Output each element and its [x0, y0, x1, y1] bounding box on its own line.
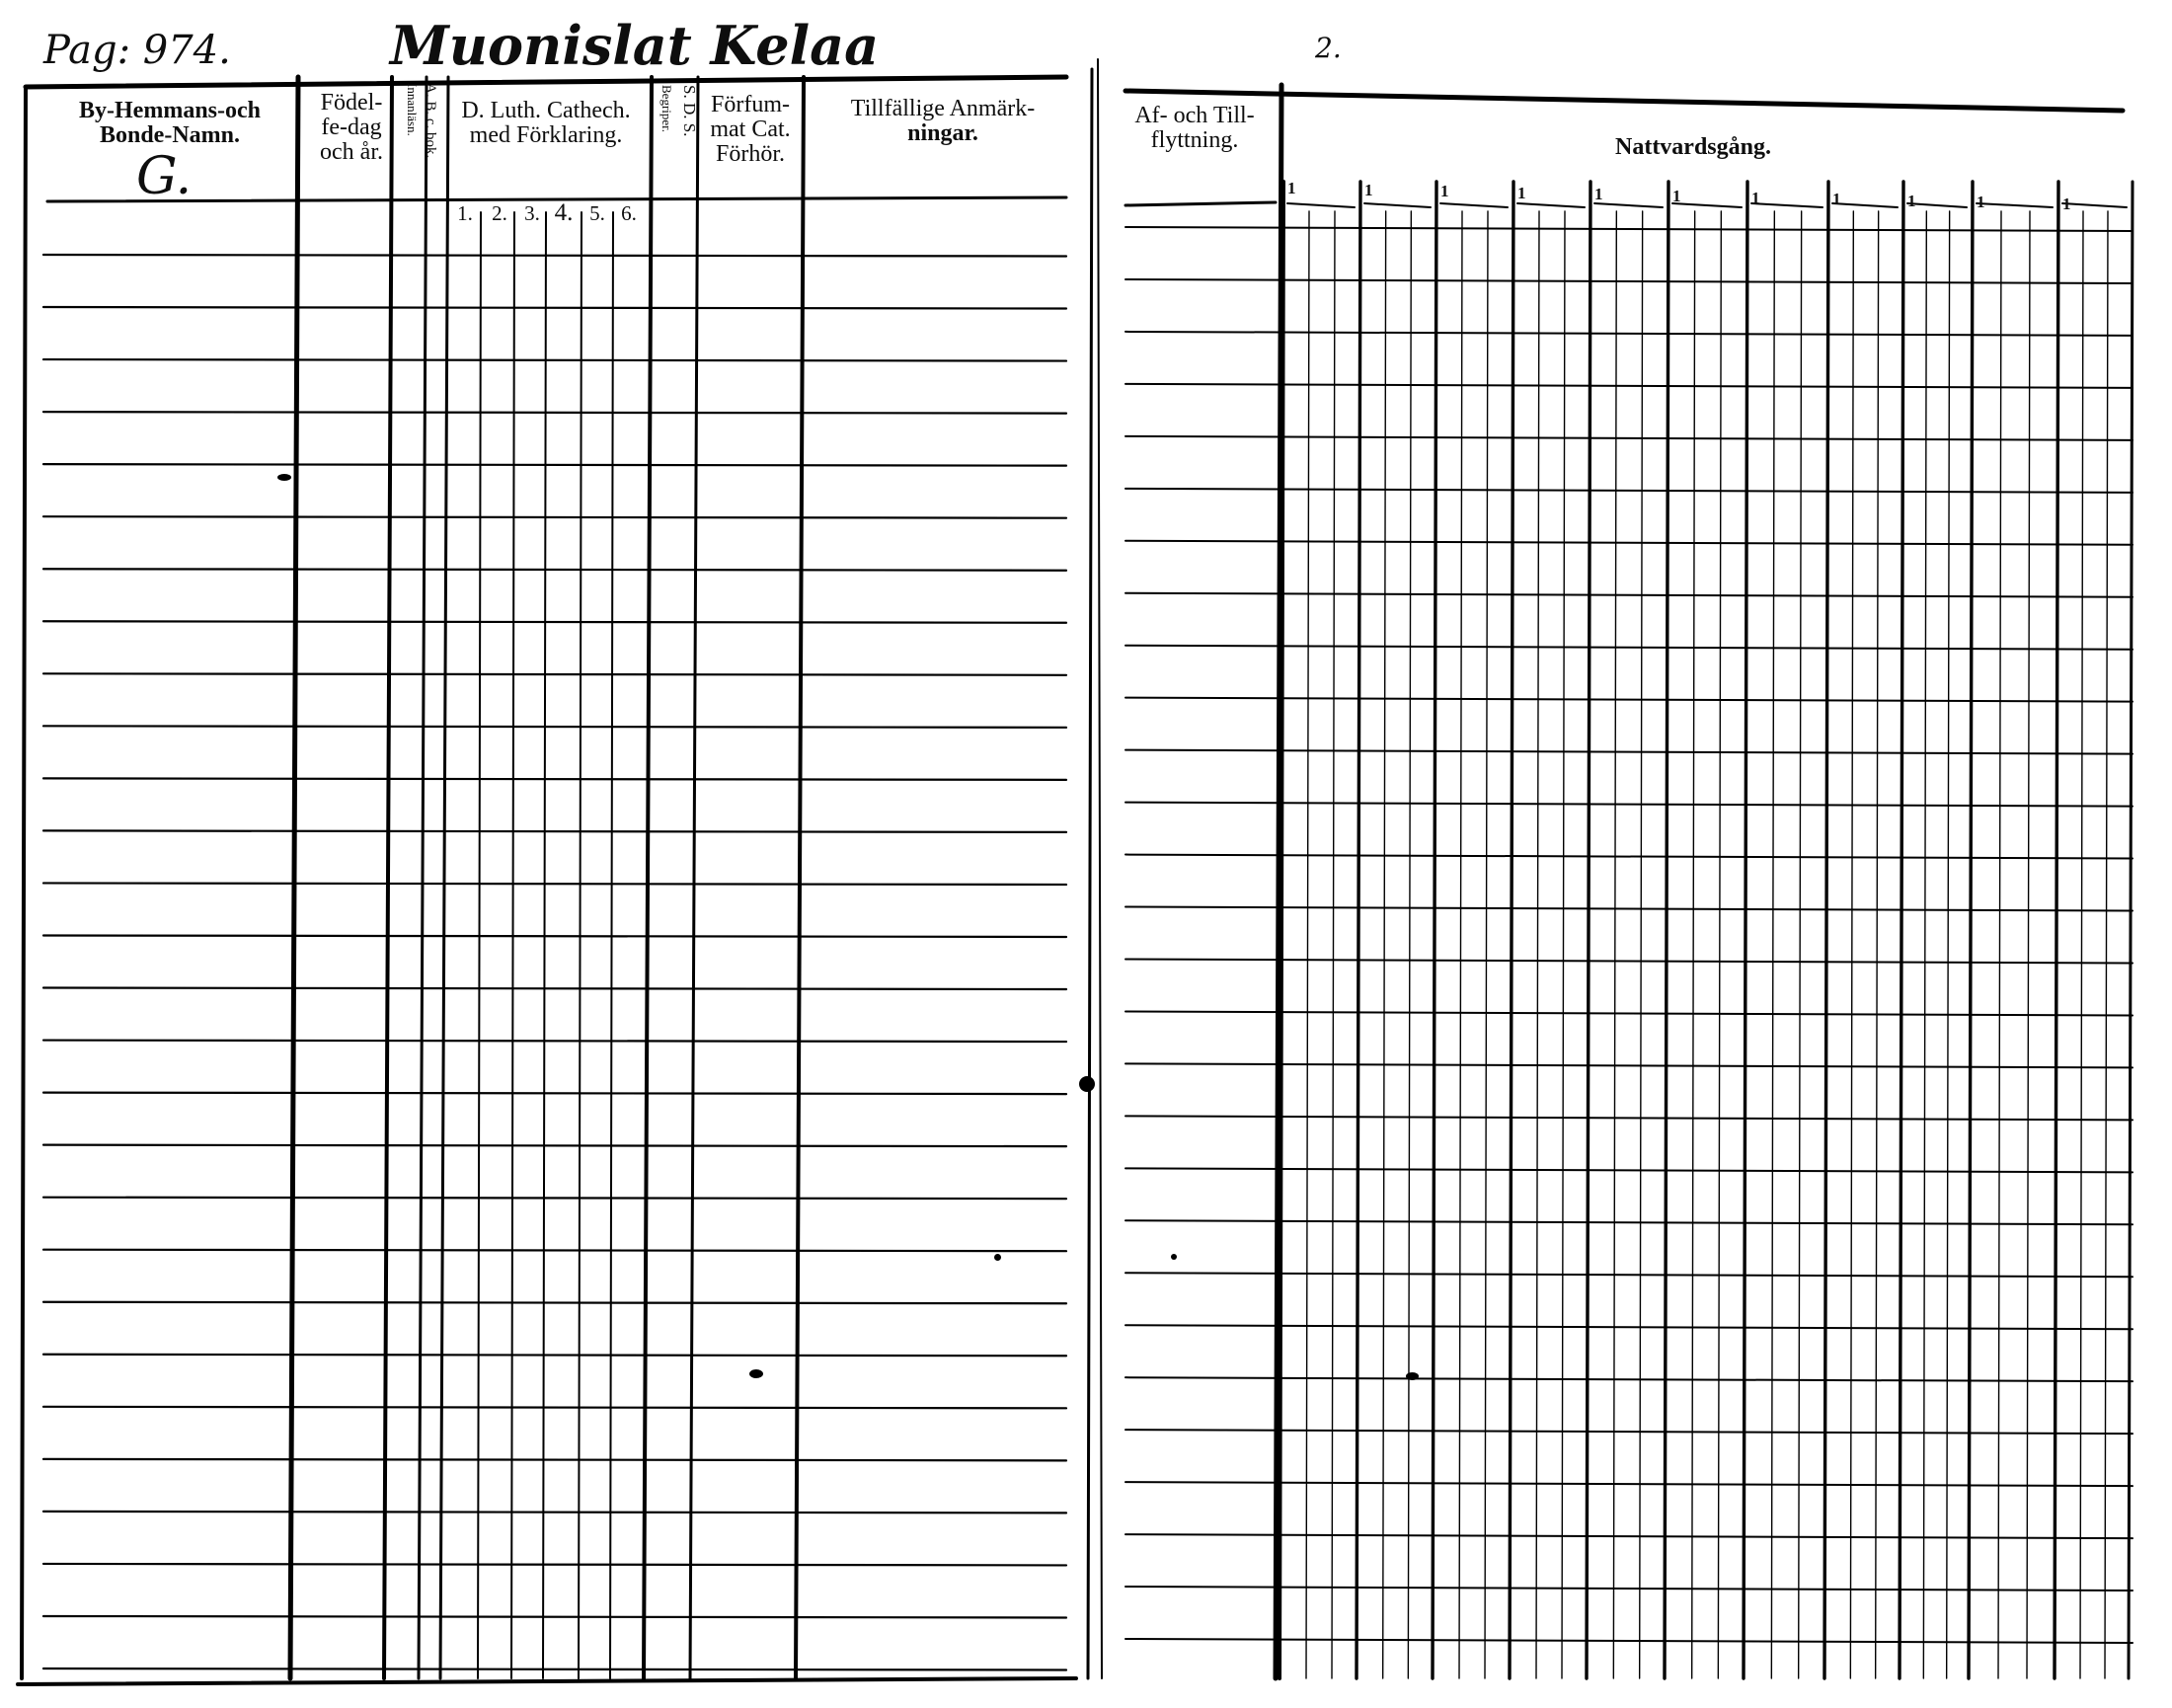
left-column-rule: [440, 77, 448, 1678]
communion-group-mark: 1: [1594, 185, 1603, 204]
communion-group-mark: 1: [1364, 180, 1373, 199]
ink-blot: [1171, 1254, 1177, 1260]
left-row-rule: [43, 830, 1066, 832]
left-row-rule: [43, 412, 1066, 414]
village-name-heading: Muonislat Kelaa: [390, 14, 880, 77]
header-catechism-line1: D. Luth. Cathech.: [461, 98, 631, 123]
header-missed-line1: Förfum-: [710, 92, 790, 117]
communion-subcolumn-rule: [1998, 211, 2001, 1678]
right-row-rule: [1125, 332, 2133, 336]
header-communion-title: Nattvardsgång.: [1614, 134, 1772, 160]
left-row-rule: [43, 569, 1066, 571]
left-row-rule: [43, 359, 1066, 361]
right-row-rule: [1125, 436, 2133, 440]
left-row-rule: [43, 1198, 1066, 1200]
communion-group-mark: 1: [1907, 191, 1916, 210]
left-row-rule: [43, 1355, 1066, 1357]
left-row-rule: [43, 1669, 1066, 1670]
left-row-rule: [43, 516, 1066, 518]
header-name-line1: By-Hemmans-och: [79, 98, 261, 123]
catechism-sub-3: 3.: [524, 201, 540, 225]
communion-subcolumn-rule: [1536, 211, 1539, 1678]
communion-group-rule: [1824, 182, 1828, 1678]
communion-group-rule: [1900, 182, 1903, 1678]
left-row-rule: [43, 673, 1066, 675]
left-row-rule: [43, 1564, 1066, 1566]
right-row-rule: [1125, 541, 2133, 545]
left-row-rule: [43, 621, 1066, 623]
right-row-rule: [1125, 227, 2133, 231]
communion-subcolumn-rule: [1692, 211, 1695, 1678]
page-number-label: Pag: 974.: [43, 28, 231, 73]
header-name-line2: Bonde-Namn.: [99, 122, 241, 149]
header-missed-line3: Förhör.: [715, 141, 786, 168]
ink-blot: [277, 474, 291, 481]
left-row-rule: [43, 307, 1066, 309]
right-page-spine-edge: [1098, 59, 1102, 1678]
ink-blot: [994, 1254, 1001, 1261]
communion-subcolumn-rule: [1332, 211, 1335, 1678]
communion-group-underline: [1287, 203, 1355, 207]
header-birth-line2: fe-dag: [321, 115, 382, 141]
communion-subcolumn-rule: [2027, 211, 2030, 1678]
left-page-top-rule: [26, 77, 1066, 87]
communion-group-underline: [1832, 203, 1898, 207]
communion-group-rule: [1357, 182, 1360, 1678]
communion-subcolumn-rule: [1408, 211, 1411, 1678]
header-catechism-line2: med Förklaring.: [469, 122, 623, 149]
left-row-rule: [43, 1145, 1066, 1147]
catechism-sub-6: 6.: [621, 201, 637, 225]
communion-group-underline: [1672, 203, 1742, 207]
header-moving-column: [1134, 104, 1254, 153]
communion-subcolumn-rule: [1771, 211, 1774, 1678]
left-row-rule: [43, 726, 1066, 728]
communion-group-underline: [1364, 203, 1431, 207]
header-remarks-column: [851, 97, 1035, 146]
communion-group-rule: [1744, 182, 1747, 1678]
right-header-underline: [1125, 202, 1276, 205]
communion-group-mark: 1: [1977, 193, 1985, 212]
catechism-subcolumn-rule: [579, 212, 582, 1678]
catechism-sub-4: 4.: [554, 199, 574, 226]
left-column-rule: [796, 77, 804, 1678]
communion-group-mark: 1: [2062, 194, 2071, 213]
communion-subcolumn-rule: [1613, 211, 1616, 1678]
communion-subcolumn-rule: [1850, 211, 1853, 1678]
handwritten-initial: G.: [136, 147, 193, 206]
header-moving-line1: Af- och Till-: [1134, 103, 1255, 128]
header-abc-line1: A. B. c. bok.: [423, 83, 438, 159]
communion-subcolumn-rule: [1640, 211, 1643, 1678]
communion-group-underline: [1517, 203, 1585, 207]
communion-group-rule: [1510, 182, 1513, 1678]
communion-subcolumn-rule: [2080, 211, 2083, 1678]
header-name-column: [79, 99, 261, 148]
right-row-rule: [1125, 384, 2133, 388]
communion-group-mark: 1: [1440, 182, 1449, 201]
right-row-rule: [1125, 279, 2133, 283]
left-column-rule: [419, 77, 427, 1678]
catechism-sub-2: 2.: [492, 201, 507, 225]
left-row-rule: [43, 1407, 1066, 1409]
header-birth-column: [320, 91, 383, 166]
ink-blot: [1079, 1076, 1095, 1092]
catechism-subcolumn-rule: [478, 212, 481, 1678]
communion-group-mark: 1: [1287, 179, 1296, 197]
ink-blot: [1406, 1372, 1419, 1380]
left-row-rule: [43, 464, 1066, 466]
communion-group-mark: 1: [1832, 190, 1841, 209]
left-row-rule: [43, 935, 1066, 937]
communion-subcolumn-rule: [1562, 211, 1565, 1678]
communion-subcolumn-rule: [1383, 211, 1386, 1678]
left-page-spine-edge: [1088, 69, 1092, 1678]
right-row-rule: [1125, 698, 2133, 702]
header-remarks-line1: Tillfällige Anmärk-: [850, 96, 1036, 121]
header-moving-line2: flyttning.: [1150, 127, 1239, 154]
communion-subcolumn-rule: [2105, 211, 2108, 1678]
catechism-subcolumn-rule: [543, 212, 546, 1678]
communion-group-rule: [2055, 182, 2058, 1678]
communion-group-rule: [1433, 182, 1436, 1678]
left-row-rule: [43, 1302, 1066, 1304]
left-row-rule: [43, 1459, 1066, 1461]
header-birth-line3: och år.: [320, 139, 383, 166]
communion-group-rule: [1665, 182, 1668, 1678]
right-page-top-rule: [1125, 91, 2123, 111]
communion-subcolumn-rule: [1459, 211, 1462, 1678]
left-column-rule: [384, 77, 392, 1678]
catechism-sub-1: 1.: [457, 201, 473, 225]
left-row-rule: [43, 255, 1066, 257]
communion-group-rule: [1969, 182, 1973, 1678]
right-row-rule: [1125, 489, 2133, 493]
left-row-rule: [43, 1250, 1066, 1252]
left-row-rule: [43, 1041, 1066, 1043]
left-row-rule: [43, 988, 1066, 990]
communion-group-underline: [1751, 203, 1823, 207]
header-birth-line1: Födel-: [320, 90, 383, 116]
left-row-rule: [43, 1616, 1066, 1618]
communion-group-underline: [1594, 203, 1663, 207]
communion-group-mark: 1: [1517, 183, 1526, 202]
left-page-bottom-rule: [18, 1678, 1076, 1684]
right-page-mark: 2.: [1315, 32, 1342, 64]
communion-group-mark: 1: [1672, 187, 1681, 205]
left-row-rule: [43, 1512, 1066, 1514]
left-row-rule: [43, 1093, 1066, 1095]
right-row-rule: [1125, 593, 2133, 597]
communion-group-underline: [2062, 203, 2127, 207]
header-sds-line1: S. D. S.: [680, 85, 699, 137]
left-page-outer-border: [22, 87, 26, 1678]
communion-subcolumn-rule: [1876, 211, 1879, 1678]
communion-group-rule: [1587, 182, 1590, 1678]
communion-subcolumn-rule: [1799, 211, 1802, 1678]
communion-group-rule: [2129, 182, 2133, 1678]
right-row-rule: [1125, 646, 2133, 650]
ink-blot: [749, 1369, 763, 1378]
communion-group-underline: [1440, 203, 1508, 207]
communion-subcolumn-rule: [1485, 211, 1488, 1678]
left-row-rule: [43, 778, 1066, 780]
catechism-subcolumn-rule: [610, 212, 613, 1678]
communion-subcolumn-rule: [1306, 211, 1309, 1678]
catechism-subcolumn-rule: [511, 212, 514, 1678]
left-row-rule: [43, 883, 1066, 885]
header-missed-column: [710, 93, 790, 168]
communion-group-underline: [1907, 203, 1967, 207]
left-column-rule: [690, 77, 698, 1678]
communion-subcolumn-rule: [1923, 211, 1926, 1678]
communion-subcolumn-rule: [1947, 211, 1950, 1678]
communion-group-underline: [1977, 203, 2053, 207]
left-column-rule: [290, 77, 298, 1678]
catechism-sub-5: 5.: [589, 201, 605, 225]
header-missed-line2: mat Cat.: [710, 116, 791, 143]
communion-group-mark: 1: [1751, 188, 1760, 207]
left-column-rule: [644, 77, 652, 1678]
header-catechism-column: [461, 99, 630, 148]
header-sds-line2: Begriper.: [659, 85, 674, 133]
communion-subcolumn-rule: [1718, 211, 1721, 1678]
header-abc-line2: Innanläsn.: [405, 83, 420, 136]
header-remarks-line2: ningar.: [907, 120, 978, 147]
